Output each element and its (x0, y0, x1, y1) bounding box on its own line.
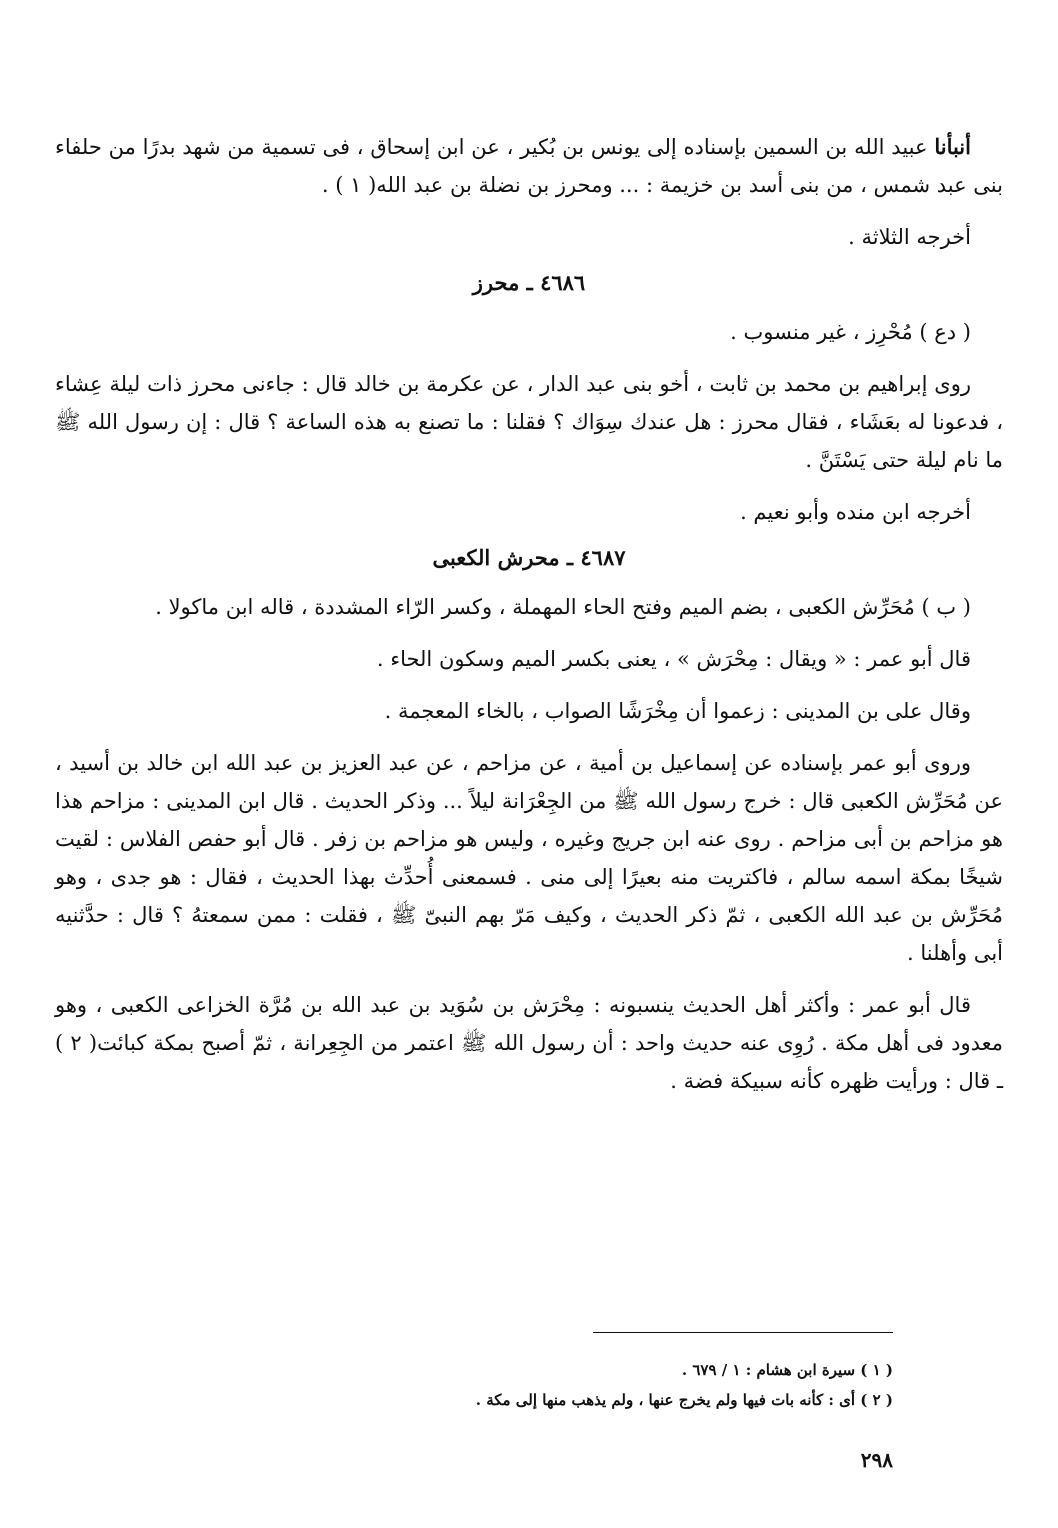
footnote-divider (593, 1332, 893, 1333)
entry-4687-p5: قال أبو عمر : وأكثر أهل الحديث ينسبونه : مِحْرَش بن سُوَيد بن عبد الله بن مُرَّة الخزاعى الكعبى ، وهو معدود فى أهل مكة . رُوِى عنه حديث واحد : أن رسول الله ﷺ اعتمر من الجِعِرانة ، ثمّ أصبح بمكة كبائت( ٢ ) ـ قال : ورأيت ظهره كأنه سبيكة فضة . (55, 993, 1003, 1093)
page-number: ٢٩٨ (860, 1448, 893, 1472)
entry-4686-p2: روى إبراهيم بن محمد بن ثابت ، أخو بنى عبد الدار ، عن عكرمة بن خالد قال : جاءنى محرز ذات ليلة عِشاء ، فدعونا له بعَشَاء ، فقال محرز : هل عندك سِوَاك ؟ فقلنا : ما تصنع به هذه الساعة ؟ قال : إن رسول الله ﷺ ما نام ليلة حتى يَسْتَنَّ . (55, 372, 1003, 472)
intro-paragraph (55, 128, 1003, 204)
entry-4687-p3: وقال على بن المدينى : زعموا أن مِخْرَشًا الصواب ، بالخاء المعجمة . (384, 699, 971, 723)
entry-4687-header: ٤٦٨٧ ـ محرش الكعبى (432, 545, 626, 570)
entry-4687-p4: وروى أبو عمر بإسناده عن إسماعيل بن أمية ، عن مزاحم ، عن عبد العزيز بن عبد الله ابن خالد بن أسيد ، عن مُحَرِّش الكعبى قال : خرج رسول الله ﷺ من الجِعْرَانة ليلاً ... وذكر الحديث . قال ابن المدينى : مزاحم هذا هو مزاحم بن أبى مزاحم . روى عنه ابن جريج وغيره ، وليس هو مزاحم بن زفر . قال أبو حفص الفلاس : لقيت شيخًا بمكة اسمه سالم ، فاكتريت منه بعيرًا إلى منى . فسمعنى أُحدِّث بهذا الحديث ، فقال : هو جدى ، وهو مُحَرِّش بن عبد الله الكعبى ، ثمّ ذكر الحديث ، وكيف مَرّ بهم النبىّ ﷺ ، فقلت : ممن سمعتهُ ؟ قال : حدَّثنيه أبى وأهلنا . (55, 751, 1003, 965)
footnote-2: ( ٢ ) أى : كأنه بات فيها ولم يخرج عنها ، ولم يذهب منها إلى مكة . (475, 1391, 893, 1409)
entry-4686-header: ٤٦٨٦ ـ محرز (472, 270, 586, 295)
entry-4687-p2: قال أبو عمر : « ويقال : مِحْرَش » ، يعنى بكسر الميم وسكون الحاء . (376, 647, 971, 671)
intro-outro: أخرجه الثلاثة . (848, 225, 971, 249)
entry-4687-p1: ( ب ) مُحَرِّش الكعبى ، بضم الميم وفتح الحاء المهملة ، وكسر الرّاء المشددة ، قاله ابن ماكولا . (155, 595, 971, 619)
intro-text: عبيد الله بن السمين بإسناده إلى يونس بن بُكير ، عن ابن إسحاق ، فى تسمية من شهد بدرًا من حلفاء بنى عبد شمس ، من بنى أسد بن خزيمة : ... ومحرز بن نضلة بن عبد الله( ١ ) . (55, 135, 1003, 197)
entry-4686-p3: أخرجه ابن منده وأبو نعيم . (740, 500, 971, 524)
footnote-1: ( ١ ) سيرة ابن هشام : ١ / ٦٧٩ . (681, 1361, 893, 1379)
footnotes (200, 1355, 893, 1415)
entry-4686-p1: ( دع ) مُحْرِز ، غير منسوب . (730, 320, 971, 344)
intro-lead-word: أنبأنا (934, 134, 971, 159)
main-text (55, 128, 1003, 1114)
